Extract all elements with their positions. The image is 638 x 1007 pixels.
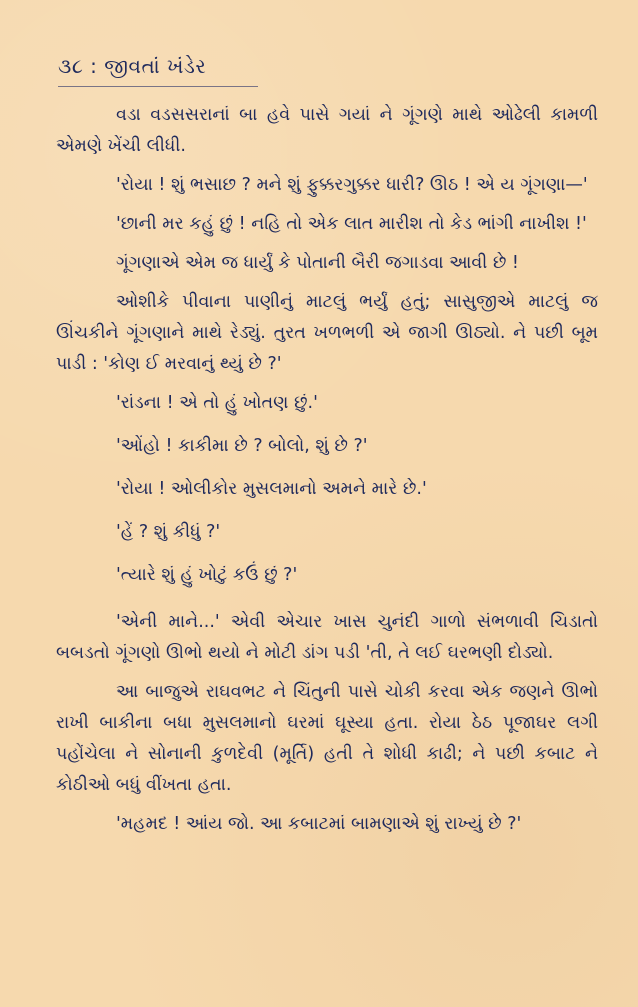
paragraph-2: 'રોયા ! શું ભસાછ ? મને શું ફુક્કરગુક્કર ધારી? ઊઠ ! એ ય ગૂંગણા—' xyxy=(116,175,588,195)
paragraph-3: 'છાની મર કહું છું ! નહિ તો એક લાત મારીશ તો કેડ ભાંગી નાખીશ !' xyxy=(116,214,587,234)
paragraph-4: ગૂંગણાએ એમ જ ધાર્યું કે પોતાની બૈરી જગાડવા આવી છે ! xyxy=(116,253,519,273)
dialog-line-4: 'હેં ? શું કીધું ?' xyxy=(116,522,221,542)
dialog-line-2: 'ઓંહો ! કાકીમા છે ? બોલો, શું છે ?' xyxy=(116,436,368,456)
dialog-line-3: 'રોયા ! ઓલીકોર મુસલમાનો અમને મારે છે.' xyxy=(116,479,427,499)
paragraph-8: 'મહમદ ! આંય જો. આ કબાટમાં બામણાએ શું રાખ્યું છે ?' xyxy=(116,814,522,834)
header-underline xyxy=(58,86,258,87)
dialog-line-5: 'ત્યારે શું હું ખોટું કઉં છું ?' xyxy=(116,565,298,585)
paragraph-1: વડા વડસસરાનાં બા હવે પાસે ગયાં ને ગૂંગણે માથે ઓઢેલી કામળી એમણે ખેંચી લીધી. xyxy=(56,105,598,156)
paragraph-6: 'એની માને...' એવી એચાર ખાસ ચુનંદી ગાળો સંભળાવી ચિડાતો બબડતો ગૂંગણો ઊભો થયો ને મોટી ડાંગ પડી 'તી, તે લઈ ઘરભણી દોડ્યો. xyxy=(56,612,598,663)
paragraph-7: આ બાજુએ રાઘવભટ ને ચિંતુની પાસે ચોકી કરવા એક જણને ઊભો રાખી બાકીના બધા મુસલમાનો ઘરમાં ઘૂસ્યા હતા. રોયા ઠેઠ પૂજાઘર લગી પહોંચેલા ને સોનાની કુળદેવી (મૂર્તિ) હતી તે શોધી કાઢી; ને પછી કબાટ ને કોઠીઓ બધું વીંખતા હતા. xyxy=(56,682,598,795)
paragraph-5: ઓશીકે પીવાના પાણીનું માટલું ભર્યું હતું; સાસુજીએ માટલું જ ઊંચકીને ગૂંગણાને માથે રેડ્યું. તુરત ખળભળી એ જાગી ઊઠ્યો. ને પછી બૂમ પાડી : 'કોણ ઈ મરવાનું થ્યું છે ?' xyxy=(56,292,598,374)
page-body xyxy=(56,100,598,848)
page-header: ૩૮ : જીવતાં ખંડેર xyxy=(58,54,207,78)
dialog-line-1: 'રાંડના ! એ તો હું ખોતણ છું.' xyxy=(116,393,318,413)
